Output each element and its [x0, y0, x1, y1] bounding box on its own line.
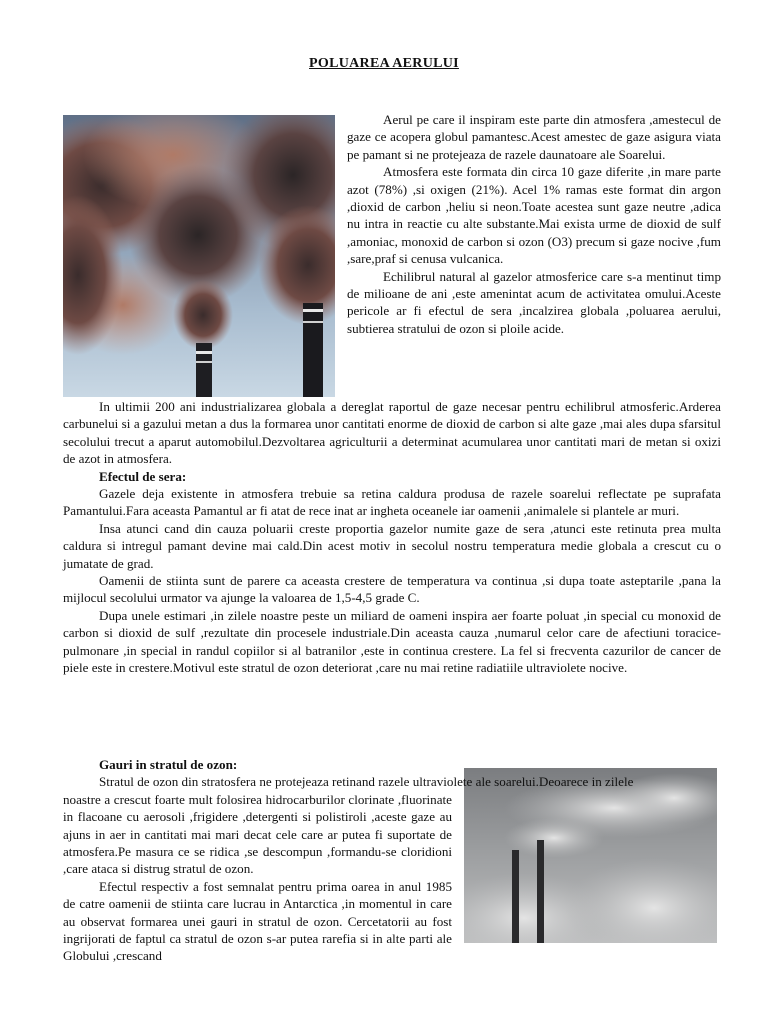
page-title: POLUAREA AERULUI	[309, 56, 459, 71]
smokestacks-photo	[63, 115, 335, 397]
greenhouse-paragraph: Dupa unele estimari ,in zilele noastre peste un miliard de oameni inspira aer foarte poluat ,in special cu monoxid de carbon si dioxid de sulf ,rezultate din procesele industriale.Din aceasta cauza ,numarul celor care de afectiuni toracice-pulmonare ,in special in randul copiilor si al batranilor ,este in continua crestere. La fel si frecventa cazurilor de cancer de piele este in crestere.Motivul este stratul de ozon deteriorat ,care nu mai retine radiatiile ultraviolete nocive.	[63, 607, 721, 676]
greenhouse-paragraph: Insa atunci cand din cauza poluarii creste proportia gazelor numite gaze de sera ,atunci este retinuta prea multa caldura si intregul pamant devine mai cald.Din acest motiv in secolul nostru temperatura medie globala a crescut cu o jumatate de grad.	[63, 520, 721, 571]
ozone-paragraph: Efectul respectiv a fost semnalat pentru prima oarea in anul 1985 de catre oamenii de stiinta care lucrau in Antarctica ,in momentul in care au observat formarea unei gauri in stratul de ozon. Cercetatorii au fost ingrijorati de faptul ca stratul de ozon s-ar putea rarefia si in alte parti ale Globului ,crescand	[63, 878, 452, 964]
ozone-lead-line: Stratul de ozon din stratosfera ne protejeaza retinand razele ultraviolete ale soarelui.Deoarece in zilele	[99, 774, 634, 790]
greenhouse-paragraph: Gazele deja existente in atmosfera trebuie sa retina caldura produsa de razele soarelui reflectate pe suprafata Pamantului.Fara aceasta Pamantul ar fi atat de rece inat ar ingheta oceanele iar oamenii ,animalele si plantele ar muri.	[63, 486, 721, 519]
main-text	[63, 398, 721, 677]
chimneys-haze-photo	[464, 768, 717, 943]
greenhouse-heading: Efectul de sera:	[99, 468, 187, 484]
intro-paragraph: Atmosfera este formata din circa 10 gaze diferite ,in mare parte azot (78%) ,si oxigen (21%). Acel 1% ramas este format din argon ,dioxid de carbon ,heliu si neon.Toate acestea sunt gaze neutre ,adica nu intra in reactie cu alte substante.Mai exista urme de dioxid de sulf ,amoniac, monoxid de carbon si ozon (O3) precum si gaze nocive ,fum ,sare,praf si cenusa vulcanica.	[347, 164, 721, 267]
intro-paragraph: Aerul pe care il inspiram este parte din atmosfera ,amestecul de gaze ce acopera globul pamantesc.Acest amestec de gaze asigura viata pe pamant si ne protejeaza de razele daunatoare ale Soarelui.	[347, 112, 721, 162]
intro-text	[347, 111, 721, 337]
greenhouse-paragraph: Oamenii de stiinta sunt de parere ca aceasta crestere de temperatura va continua ,si dupa toate asteptarile ,pana la mijlocul secolului urmator va ajunge la valoarea de 1,5-4,5 grade C.	[63, 573, 721, 606]
ozone-text	[63, 756, 634, 965]
intro-paragraph: Echilibrul natural al gazelor atmosferice care s-a mentinut timp de milioane de ani ,este amenintat acum de activitatea omului.Aceste pericole ar fi efectul de sera ,incalzirea globala ,poluarea aerului, subtierea stratului de ozon si ploile acide.	[347, 268, 721, 336]
ozone-paragraph: noastre a crescut foarte mult folosirea hidrocarburilor clorinate ,fluorinate in flacoane cu aerosoli ,frigidere ,detergenti si polistiroli ,aceste gaze au ajuns in aer in cantitati mai mari decat cele care ar putea fi suportate de atmosfera.Pe masura ce se ridica ,se descompun ,formandu-se cloridioni ,care ataca si distrug stratul de ozon.	[63, 791, 452, 877]
ozone-heading: Gauri in stratul de ozon:	[99, 757, 238, 772]
industrialization-paragraph: In ultimii 200 ani industrializarea globala a dereglat raportul de gaze necesar pentru echilibrul atmosferic.Arderea carbunelui si a gazului metan a dus la formarea unor cantitati enorme de dioxid de carbon si alte gaze ,mai ales dupa sfarsitul secolului trecut a aparut automobilul.Dezvoltarea agriculturii a determinat acumularea unor cantitati mari de metan si oxizi de azot in atmosfera.	[63, 399, 721, 467]
